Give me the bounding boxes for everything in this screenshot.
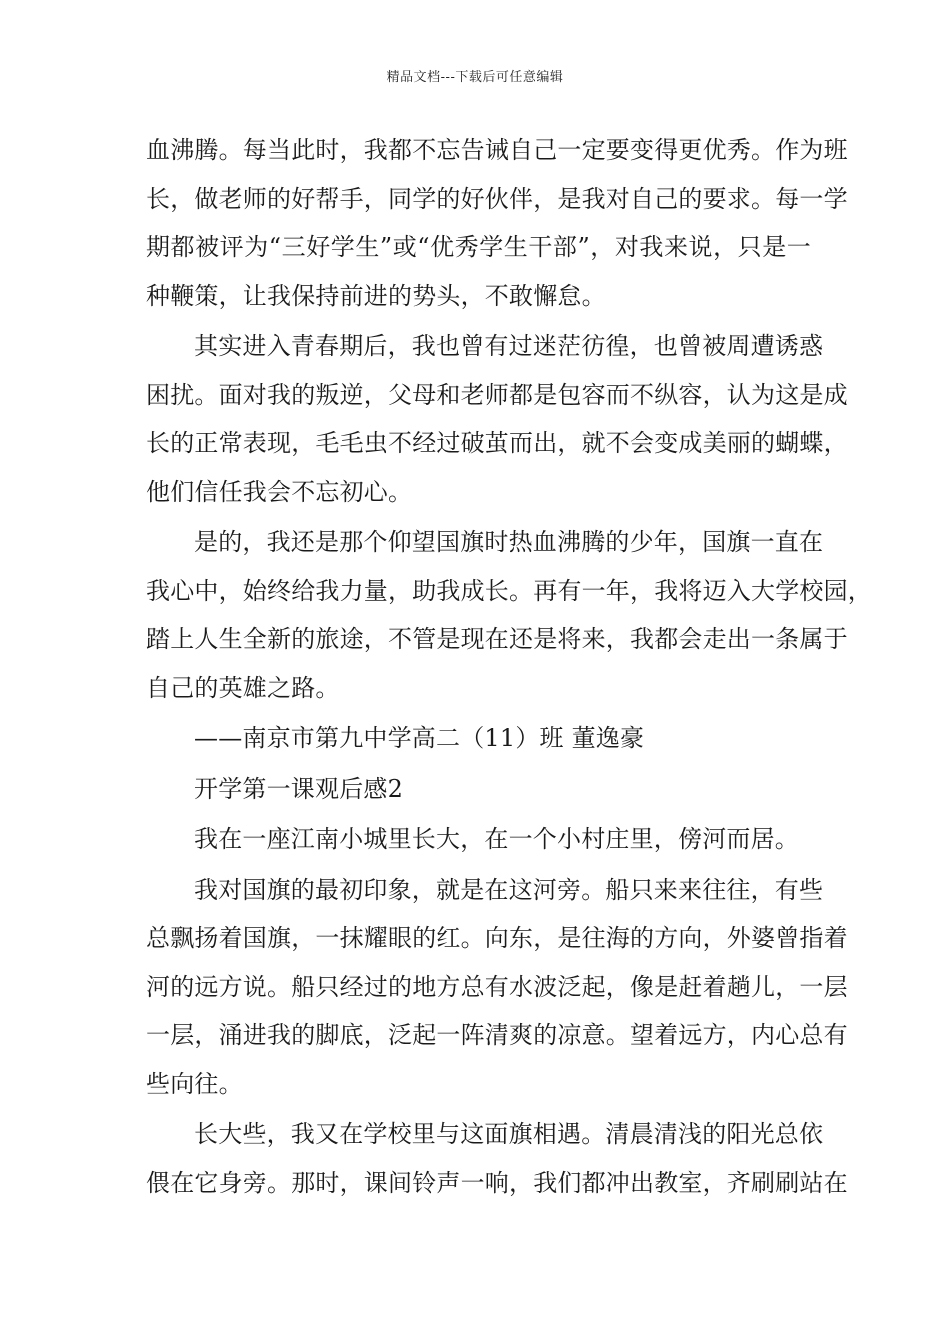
text-line: 一层，涌进我的脚底，泛起一阵清爽的凉意。望着远方，内心总有 [146, 1021, 848, 1049]
document-body [146, 126, 872, 1209]
page-header: 精品文档---下载后可任意编辑 [386, 70, 564, 85]
text-line: 困扰。面对我的叛逆，父母和老师都是包容而不纵容，认为这是成 [146, 380, 848, 409]
text-line: 踏上人生全新的旅途，不管是现在还是将来，我都会走出一条属于 [146, 625, 848, 653]
text-line: 些向往。 [146, 1069, 243, 1098]
text-line: 其实进入青春期后，我也曾有过迷茫彷徨，也曾被周遭诱惑 [194, 332, 824, 360]
paragraph [146, 714, 811, 763]
text-line: 开学第一课观后感2 [194, 774, 404, 803]
text-line: 我对国旗的最初印象，就是在这河旁。船只来来往往，有些 [194, 875, 824, 904]
text-line: 我心中，始终给我力量，助我成长。再有一年，我将迈入大学校园， [146, 576, 872, 605]
text-line: 河的远方说。船只经过的地方总有水波泛起，像是赶着趟儿，一层 [146, 972, 848, 1001]
text-line: 偎在它身旁。那时，课间铃声一响，我们都冲出教室，齐刷刷站在 [146, 1168, 848, 1197]
text-line: 长的正常表现，毛毛虫不经过破茧而出，就不会变成美丽的蝴蝶， [146, 429, 848, 457]
text-line: 是的，我还是那个仰望国旗时热血沸腾的少年，国旗一直在 [194, 528, 824, 556]
paragraph [146, 126, 848, 320]
text-line: 自己的英雄之路。 [146, 673, 340, 702]
text-line: ——南京市第九中学高二（11）班 董逸豪 [194, 724, 645, 752]
text-line: 长，做老师的好帮手，同学的好伙伴，是我对自己的要求。每一学 [146, 184, 848, 213]
paragraph [146, 1110, 848, 1207]
text-line: 种鞭策，让我保持前进的势头，不敢懈怠。 [146, 281, 606, 310]
paragraph [146, 518, 872, 712]
text-line: 总飘扬着国旗，一抹耀眼的红。向东，是往海的方向，外婆曾指着 [146, 924, 848, 952]
text-line: 期都被评为“三好学生”或“优秀学生干部”，对我来说，只是一 [146, 233, 811, 261]
text-line: 长大些，我又在学校里与这面旗相遇。清晨清浅的阳光总依 [194, 1120, 824, 1148]
text-line: 他们信任我会不忘初心。 [146, 477, 413, 506]
text-line: 我在一座江南小城里长大，在一个小村庄里，傍河而居。 [194, 825, 799, 853]
paragraph [146, 322, 848, 516]
text-line: 血沸腾。每当此时，我都不忘告诫自己一定要变得更优秀。作为班 [146, 136, 848, 164]
paragraph [146, 815, 811, 864]
paragraph [146, 866, 848, 1109]
paragraph [146, 765, 811, 814]
